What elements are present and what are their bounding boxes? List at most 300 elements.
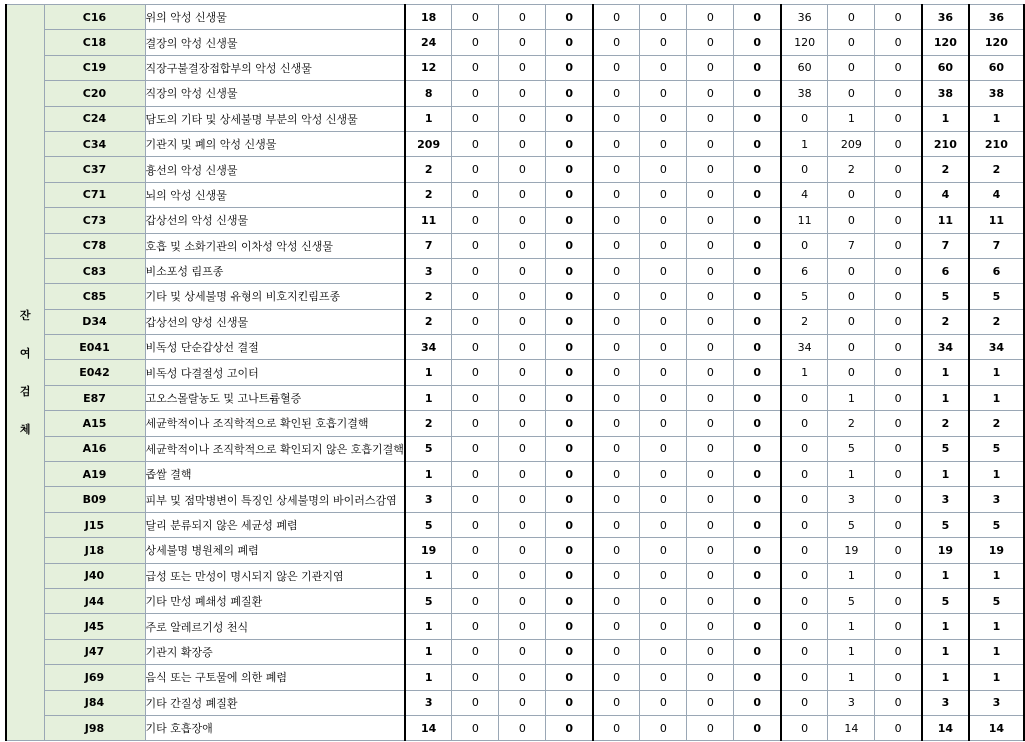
count-cell: 0 bbox=[546, 131, 593, 156]
count-cell: 0 bbox=[546, 665, 593, 690]
count-cell: 0 bbox=[452, 81, 499, 106]
table-row bbox=[6, 131, 1024, 156]
count-cell: 0 bbox=[781, 588, 828, 613]
count-cell: 0 bbox=[593, 462, 640, 487]
count-cell: 0 bbox=[640, 462, 687, 487]
count-cell: 0 bbox=[781, 436, 828, 461]
disease-code: D34 bbox=[44, 309, 145, 334]
count-cell: 0 bbox=[593, 563, 640, 588]
count-cell: 60 bbox=[922, 55, 969, 80]
count-cell: 0 bbox=[781, 639, 828, 664]
count-cell: 4 bbox=[922, 182, 969, 207]
count-cell: 0 bbox=[875, 614, 922, 639]
count-cell: 0 bbox=[452, 5, 499, 30]
count-cell: 0 bbox=[734, 487, 781, 512]
count-cell: 6 bbox=[922, 258, 969, 283]
count-cell: 0 bbox=[875, 284, 922, 309]
count-cell: 0 bbox=[734, 5, 781, 30]
disease-code: B09 bbox=[44, 487, 145, 512]
count-cell: 0 bbox=[875, 55, 922, 80]
disease-name: 위의 악성 신생물 bbox=[145, 5, 405, 30]
count-cell: 2 bbox=[969, 157, 1024, 182]
count-cell: 3 bbox=[828, 487, 875, 512]
count-cell: 0 bbox=[546, 690, 593, 715]
count-cell: 1 bbox=[922, 385, 969, 410]
disease-name: 기관지 및 폐의 악성 신생물 bbox=[145, 131, 405, 156]
count-cell: 0 bbox=[640, 614, 687, 639]
count-cell: 1 bbox=[405, 665, 452, 690]
count-cell: 0 bbox=[452, 131, 499, 156]
disease-code: C78 bbox=[44, 233, 145, 258]
count-cell: 0 bbox=[734, 284, 781, 309]
count-cell: 0 bbox=[734, 588, 781, 613]
count-cell: 0 bbox=[687, 182, 734, 207]
table-row bbox=[6, 5, 1024, 30]
count-cell: 0 bbox=[640, 182, 687, 207]
disease-name: 갑상선의 양성 신생물 bbox=[145, 309, 405, 334]
count-cell: 0 bbox=[452, 233, 499, 258]
count-cell: 0 bbox=[734, 436, 781, 461]
count-cell: 7 bbox=[405, 233, 452, 258]
count-cell: 0 bbox=[640, 411, 687, 436]
disease-code: C71 bbox=[44, 182, 145, 207]
count-cell: 18 bbox=[405, 5, 452, 30]
count-cell: 0 bbox=[546, 563, 593, 588]
count-cell: 0 bbox=[546, 208, 593, 233]
count-cell: 0 bbox=[828, 5, 875, 30]
count-cell: 0 bbox=[734, 131, 781, 156]
count-cell: 0 bbox=[875, 30, 922, 55]
table-row bbox=[6, 233, 1024, 258]
count-cell: 0 bbox=[828, 208, 875, 233]
count-cell: 1 bbox=[828, 665, 875, 690]
count-cell: 0 bbox=[687, 106, 734, 131]
disease-code: C24 bbox=[44, 106, 145, 131]
count-cell: 0 bbox=[546, 309, 593, 334]
disease-name: 직장구불결장접합부의 악성 신생물 bbox=[145, 55, 405, 80]
count-cell: 1 bbox=[922, 462, 969, 487]
count-cell: 1 bbox=[405, 639, 452, 664]
count-cell: 12 bbox=[405, 55, 452, 80]
count-cell: 3 bbox=[405, 487, 452, 512]
count-cell: 0 bbox=[499, 233, 546, 258]
count-cell: 0 bbox=[593, 360, 640, 385]
count-cell: 2 bbox=[969, 309, 1024, 334]
count-cell: 0 bbox=[593, 538, 640, 563]
count-cell: 0 bbox=[687, 157, 734, 182]
count-cell: 0 bbox=[499, 106, 546, 131]
count-cell: 11 bbox=[969, 208, 1024, 233]
count-cell: 0 bbox=[546, 233, 593, 258]
disease-name: 기타 호흡장애 bbox=[145, 715, 405, 740]
count-cell: 0 bbox=[875, 157, 922, 182]
count-cell: 0 bbox=[499, 208, 546, 233]
count-cell: 0 bbox=[640, 715, 687, 740]
count-cell: 0 bbox=[734, 258, 781, 283]
table-row bbox=[6, 588, 1024, 613]
count-cell: 19 bbox=[922, 538, 969, 563]
table-row bbox=[6, 690, 1024, 715]
count-cell: 0 bbox=[687, 665, 734, 690]
disease-name: 뇌의 악성 신생물 bbox=[145, 182, 405, 207]
count-cell: 11 bbox=[781, 208, 828, 233]
count-cell: 0 bbox=[499, 182, 546, 207]
count-cell: 1 bbox=[969, 462, 1024, 487]
count-cell: 0 bbox=[452, 258, 499, 283]
disease-code: J98 bbox=[44, 715, 145, 740]
count-cell: 0 bbox=[593, 309, 640, 334]
count-cell: 0 bbox=[499, 690, 546, 715]
count-cell: 0 bbox=[875, 81, 922, 106]
count-cell: 0 bbox=[734, 512, 781, 537]
count-cell: 1 bbox=[405, 614, 452, 639]
count-cell: 1 bbox=[922, 614, 969, 639]
disease-name: 비독성 단순갑상선 결절 bbox=[145, 335, 405, 360]
count-cell: 0 bbox=[875, 182, 922, 207]
count-cell: 0 bbox=[593, 588, 640, 613]
count-cell: 0 bbox=[546, 411, 593, 436]
count-cell: 0 bbox=[687, 512, 734, 537]
disease-name: 달리 분류되지 않은 세균성 폐렴 bbox=[145, 512, 405, 537]
count-cell: 0 bbox=[781, 563, 828, 588]
count-cell: 2 bbox=[922, 157, 969, 182]
count-cell: 0 bbox=[734, 360, 781, 385]
disease-code: C18 bbox=[44, 30, 145, 55]
count-cell: 0 bbox=[593, 665, 640, 690]
count-cell: 1 bbox=[969, 106, 1024, 131]
count-cell: 14 bbox=[969, 715, 1024, 740]
count-cell: 1 bbox=[828, 106, 875, 131]
count-cell: 0 bbox=[781, 715, 828, 740]
disease-name: 비독성 다결절성 고이터 bbox=[145, 360, 405, 385]
count-cell: 1 bbox=[828, 462, 875, 487]
count-cell: 3 bbox=[922, 690, 969, 715]
count-cell: 0 bbox=[452, 715, 499, 740]
count-cell: 0 bbox=[452, 563, 499, 588]
count-cell: 0 bbox=[734, 715, 781, 740]
count-cell: 2 bbox=[828, 411, 875, 436]
count-cell: 7 bbox=[922, 233, 969, 258]
disease-code: C19 bbox=[44, 55, 145, 80]
count-cell: 0 bbox=[640, 258, 687, 283]
count-cell: 0 bbox=[875, 487, 922, 512]
count-cell: 24 bbox=[405, 30, 452, 55]
count-cell: 0 bbox=[734, 411, 781, 436]
table-row bbox=[6, 665, 1024, 690]
count-cell: 0 bbox=[734, 182, 781, 207]
count-cell: 36 bbox=[969, 5, 1024, 30]
count-cell: 0 bbox=[734, 233, 781, 258]
count-cell: 0 bbox=[452, 512, 499, 537]
count-cell: 0 bbox=[687, 385, 734, 410]
count-cell: 0 bbox=[546, 81, 593, 106]
disease-code: J40 bbox=[44, 563, 145, 588]
count-cell: 0 bbox=[875, 131, 922, 156]
count-cell: 5 bbox=[781, 284, 828, 309]
count-cell: 0 bbox=[546, 106, 593, 131]
count-cell: 0 bbox=[499, 665, 546, 690]
count-cell: 0 bbox=[452, 360, 499, 385]
count-cell: 0 bbox=[687, 639, 734, 664]
count-cell: 1 bbox=[405, 462, 452, 487]
count-cell: 0 bbox=[499, 360, 546, 385]
count-cell: 0 bbox=[499, 512, 546, 537]
count-cell: 0 bbox=[828, 335, 875, 360]
count-cell: 0 bbox=[640, 639, 687, 664]
count-cell: 1 bbox=[969, 639, 1024, 664]
count-cell: 0 bbox=[734, 335, 781, 360]
table-row bbox=[6, 106, 1024, 131]
count-cell: 0 bbox=[593, 690, 640, 715]
count-cell: 38 bbox=[922, 81, 969, 106]
count-cell: 0 bbox=[452, 588, 499, 613]
count-cell: 0 bbox=[452, 690, 499, 715]
count-cell: 0 bbox=[452, 639, 499, 664]
disease-name: 피부 및 점막병변이 특징인 상세불명의 바이러스감염 bbox=[145, 487, 405, 512]
count-cell: 1 bbox=[405, 563, 452, 588]
disease-name: 주로 알레르기성 천식 bbox=[145, 614, 405, 639]
count-cell: 0 bbox=[593, 284, 640, 309]
count-cell: 0 bbox=[593, 233, 640, 258]
count-cell: 1 bbox=[922, 639, 969, 664]
count-cell: 0 bbox=[875, 563, 922, 588]
count-cell: 5 bbox=[828, 512, 875, 537]
count-cell: 5 bbox=[922, 588, 969, 613]
count-cell: 6 bbox=[969, 258, 1024, 283]
count-cell: 0 bbox=[546, 538, 593, 563]
count-cell: 0 bbox=[687, 436, 734, 461]
count-cell: 0 bbox=[499, 309, 546, 334]
table-row bbox=[6, 81, 1024, 106]
table-row bbox=[6, 462, 1024, 487]
count-cell: 0 bbox=[499, 411, 546, 436]
count-cell: 1 bbox=[969, 563, 1024, 588]
count-cell: 0 bbox=[875, 715, 922, 740]
table-row bbox=[6, 563, 1024, 588]
count-cell: 0 bbox=[734, 563, 781, 588]
disease-name: 결장의 악성 신생물 bbox=[145, 30, 405, 55]
count-cell: 2 bbox=[405, 411, 452, 436]
count-cell: 0 bbox=[781, 665, 828, 690]
count-cell: 0 bbox=[687, 208, 734, 233]
count-cell: 0 bbox=[546, 182, 593, 207]
table-row bbox=[6, 487, 1024, 512]
count-cell: 0 bbox=[452, 157, 499, 182]
count-cell: 38 bbox=[781, 81, 828, 106]
table-row bbox=[6, 55, 1024, 80]
disease-name: 기타 간질성 폐질환 bbox=[145, 690, 405, 715]
count-cell: 2 bbox=[781, 309, 828, 334]
count-cell: 7 bbox=[969, 233, 1024, 258]
count-cell: 0 bbox=[499, 614, 546, 639]
table-row bbox=[6, 512, 1024, 537]
count-cell: 0 bbox=[452, 538, 499, 563]
count-cell: 0 bbox=[687, 258, 734, 283]
count-cell: 5 bbox=[828, 588, 875, 613]
count-cell: 1 bbox=[922, 106, 969, 131]
disease-name: 세균학적이나 조직학적으로 확인된 호흡기결핵 bbox=[145, 411, 405, 436]
table-row bbox=[6, 309, 1024, 334]
disease-code: A19 bbox=[44, 462, 145, 487]
count-cell: 0 bbox=[734, 106, 781, 131]
count-cell: 0 bbox=[875, 385, 922, 410]
count-cell: 0 bbox=[687, 614, 734, 639]
count-cell: 0 bbox=[452, 436, 499, 461]
count-cell: 34 bbox=[781, 335, 828, 360]
count-cell: 0 bbox=[734, 665, 781, 690]
count-cell: 2 bbox=[969, 411, 1024, 436]
table-row bbox=[6, 360, 1024, 385]
count-cell: 0 bbox=[875, 335, 922, 360]
count-cell: 0 bbox=[875, 411, 922, 436]
count-cell: 0 bbox=[546, 385, 593, 410]
count-cell: 0 bbox=[828, 55, 875, 80]
count-cell: 60 bbox=[969, 55, 1024, 80]
table-row bbox=[6, 182, 1024, 207]
count-cell: 0 bbox=[687, 360, 734, 385]
count-cell: 0 bbox=[499, 258, 546, 283]
count-cell: 0 bbox=[452, 284, 499, 309]
count-cell: 209 bbox=[405, 131, 452, 156]
count-cell: 0 bbox=[499, 55, 546, 80]
count-cell: 0 bbox=[687, 462, 734, 487]
count-cell: 1 bbox=[969, 614, 1024, 639]
count-cell: 0 bbox=[828, 309, 875, 334]
count-cell: 34 bbox=[922, 335, 969, 360]
disease-name: 음식 또는 구토물에 의한 폐렴 bbox=[145, 665, 405, 690]
count-cell: 210 bbox=[969, 131, 1024, 156]
count-cell: 1 bbox=[922, 665, 969, 690]
count-cell: 1 bbox=[781, 360, 828, 385]
table-row bbox=[6, 538, 1024, 563]
count-cell: 0 bbox=[781, 614, 828, 639]
count-cell: 0 bbox=[781, 462, 828, 487]
count-cell: 0 bbox=[875, 690, 922, 715]
disease-name: 세균학적이나 조직학적으로 확인되지 않은 호흡기결핵 bbox=[145, 436, 405, 461]
count-cell: 0 bbox=[546, 512, 593, 537]
count-cell: 0 bbox=[499, 131, 546, 156]
count-cell: 0 bbox=[499, 487, 546, 512]
count-cell: 0 bbox=[499, 385, 546, 410]
count-cell: 0 bbox=[781, 157, 828, 182]
count-cell: 0 bbox=[593, 487, 640, 512]
count-cell: 0 bbox=[593, 81, 640, 106]
count-cell: 0 bbox=[499, 5, 546, 30]
count-cell: 0 bbox=[593, 512, 640, 537]
count-cell: 0 bbox=[546, 284, 593, 309]
disease-code: C83 bbox=[44, 258, 145, 283]
count-cell: 0 bbox=[452, 106, 499, 131]
count-cell: 0 bbox=[640, 55, 687, 80]
count-cell: 3 bbox=[969, 690, 1024, 715]
count-cell: 0 bbox=[546, 639, 593, 664]
count-cell: 0 bbox=[546, 30, 593, 55]
count-cell: 0 bbox=[546, 487, 593, 512]
count-cell: 5 bbox=[969, 512, 1024, 537]
count-cell: 5 bbox=[969, 436, 1024, 461]
count-cell: 0 bbox=[640, 157, 687, 182]
count-cell: 0 bbox=[875, 665, 922, 690]
count-cell: 0 bbox=[734, 208, 781, 233]
count-cell: 0 bbox=[593, 5, 640, 30]
count-cell: 0 bbox=[593, 411, 640, 436]
count-cell: 0 bbox=[781, 385, 828, 410]
count-cell: 0 bbox=[781, 106, 828, 131]
disease-name: 담도의 기타 및 상세불명 부분의 악성 신생물 bbox=[145, 106, 405, 131]
count-cell: 5 bbox=[828, 436, 875, 461]
count-cell: 19 bbox=[969, 538, 1024, 563]
count-cell: 0 bbox=[828, 30, 875, 55]
count-cell: 0 bbox=[828, 360, 875, 385]
count-cell: 0 bbox=[546, 5, 593, 30]
count-cell: 0 bbox=[687, 131, 734, 156]
count-cell: 0 bbox=[593, 30, 640, 55]
table-row bbox=[6, 715, 1024, 740]
count-cell: 0 bbox=[687, 55, 734, 80]
count-cell: 0 bbox=[452, 208, 499, 233]
count-cell: 0 bbox=[452, 55, 499, 80]
count-cell: 0 bbox=[499, 563, 546, 588]
count-cell: 0 bbox=[499, 462, 546, 487]
count-cell: 0 bbox=[875, 233, 922, 258]
count-cell: 1 bbox=[969, 665, 1024, 690]
count-cell: 1 bbox=[828, 385, 875, 410]
count-cell: 1 bbox=[969, 385, 1024, 410]
count-cell: 0 bbox=[593, 208, 640, 233]
count-cell: 0 bbox=[452, 411, 499, 436]
count-cell: 1 bbox=[405, 385, 452, 410]
count-cell: 34 bbox=[405, 335, 452, 360]
count-cell: 0 bbox=[875, 462, 922, 487]
disease-name: 비소포성 림프종 bbox=[145, 258, 405, 283]
count-cell: 0 bbox=[452, 385, 499, 410]
count-cell: 0 bbox=[781, 512, 828, 537]
disease-name: 기관지 확장증 bbox=[145, 639, 405, 664]
count-cell: 0 bbox=[687, 81, 734, 106]
disease-name: 급성 또는 만성이 명시되지 않은 기관지염 bbox=[145, 563, 405, 588]
count-cell: 14 bbox=[405, 715, 452, 740]
count-cell: 209 bbox=[828, 131, 875, 156]
count-cell: 2 bbox=[922, 411, 969, 436]
disease-name: 갑상선의 악성 신생물 bbox=[145, 208, 405, 233]
disease-code: A15 bbox=[44, 411, 145, 436]
count-cell: 5 bbox=[922, 436, 969, 461]
count-cell: 0 bbox=[640, 436, 687, 461]
count-cell: 14 bbox=[828, 715, 875, 740]
count-cell: 0 bbox=[687, 284, 734, 309]
table-row bbox=[6, 614, 1024, 639]
count-cell: 34 bbox=[969, 335, 1024, 360]
count-cell: 2 bbox=[405, 182, 452, 207]
count-cell: 0 bbox=[875, 309, 922, 334]
count-cell: 1 bbox=[405, 106, 452, 131]
count-cell: 0 bbox=[546, 436, 593, 461]
count-cell: 0 bbox=[734, 614, 781, 639]
count-cell: 0 bbox=[593, 614, 640, 639]
category-label: 잔 여 검 체 bbox=[6, 5, 44, 741]
count-cell: 3 bbox=[405, 258, 452, 283]
count-cell: 0 bbox=[593, 182, 640, 207]
count-cell: 0 bbox=[546, 614, 593, 639]
count-cell: 5 bbox=[922, 284, 969, 309]
count-cell: 3 bbox=[969, 487, 1024, 512]
count-cell: 0 bbox=[687, 538, 734, 563]
count-cell: 0 bbox=[499, 284, 546, 309]
count-cell: 0 bbox=[640, 106, 687, 131]
count-cell: 0 bbox=[593, 106, 640, 131]
count-cell: 5 bbox=[405, 436, 452, 461]
disease-name: 좁쌀 결핵 bbox=[145, 462, 405, 487]
